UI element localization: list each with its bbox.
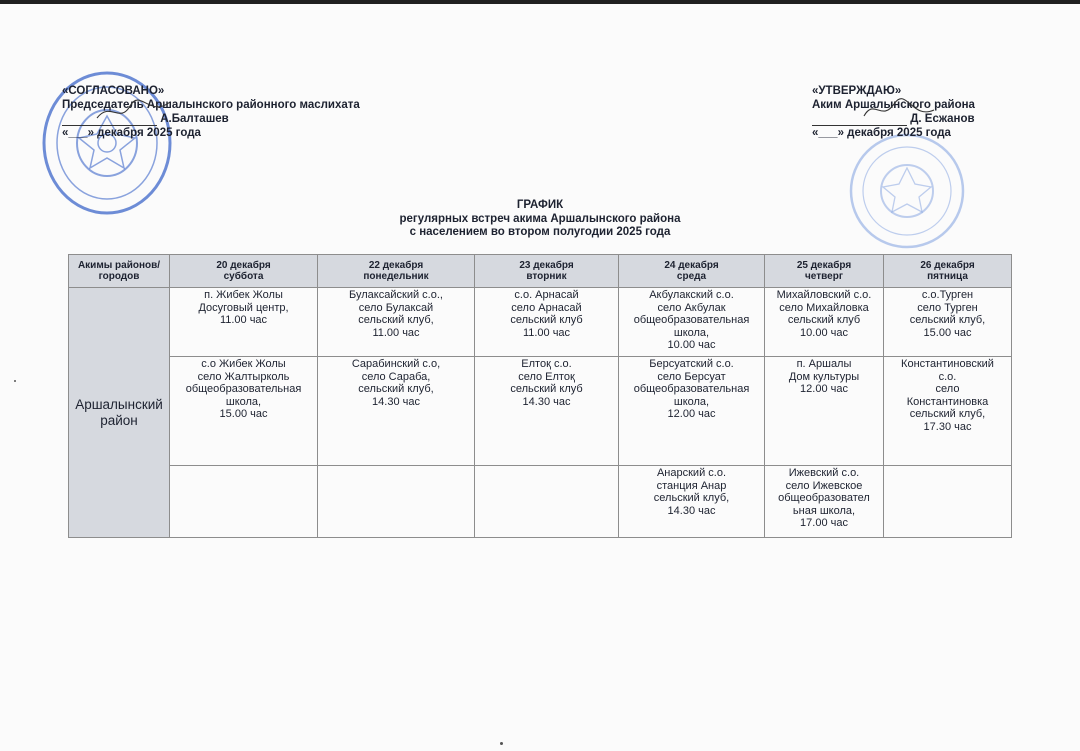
- table-row: [69, 466, 1012, 538]
- table-cell: Анарский с.о. станция Анар сельский клуб, 14.30 час: [619, 466, 765, 538]
- table-cell: Булаксайский с.о., село Булаксай сельский клуб, 11.00 час: [318, 288, 475, 357]
- left-position: Председатель Аршалынского районного маслихата: [62, 99, 360, 111]
- left-date: «___» декабря 2025 года: [62, 127, 201, 139]
- header-cell: Акимы районов/ городов: [69, 255, 170, 288]
- table-cell: Константиновский с.о. село Константиновка сельский клуб, 17.30 час: [884, 357, 1012, 466]
- left-signature: [95, 96, 175, 126]
- left-heading: «СОГЛАСОВАНО»: [62, 85, 165, 97]
- table-cell: Михайловский с.о. село Михайловка сельский клуб 10.00 час: [765, 288, 884, 357]
- right-signer-name: Д. Есжанов: [910, 113, 975, 125]
- table-cell: [884, 466, 1012, 538]
- table-cell: Елтоқ с.о. село Елтоқ сельский клуб 14.30 час: [475, 357, 619, 466]
- table-cell: с.о.Турген село Турген сельский клуб, 15.00 час: [884, 288, 1012, 357]
- right-signature: [860, 96, 940, 126]
- table-header-row: [69, 255, 1012, 288]
- table-cell: [475, 466, 619, 538]
- table-cell: с.о Жибек Жолы село Жалтырколь общеобразовательная школа, 15.00 час: [170, 357, 318, 466]
- paper-speck: [500, 742, 503, 745]
- table-cell: с.о. Арнасай село Арнасай сельский клуб 11.00 час: [475, 288, 619, 357]
- table-cell: [170, 466, 318, 538]
- schedule-table: [68, 254, 1012, 538]
- table-cell: [318, 466, 475, 538]
- district-cell: Аршалынский район: [69, 288, 170, 538]
- header-cell: 24 декабря среда: [619, 255, 765, 288]
- right-heading: «УТВЕРЖДАЮ»: [812, 85, 902, 97]
- header-cell: 23 декабря вторник: [475, 255, 619, 288]
- table-cell: п. Жибек Жолы Досуговый центр, 11.00 час: [170, 288, 318, 357]
- right-official-seal: [848, 130, 966, 252]
- title-line-3: с населением во втором полугодии 2025 года: [409, 226, 671, 238]
- table-cell: Ижевский с.о. село Ижевское общеобразовател ьная школа, 17.00 час: [765, 466, 884, 538]
- header-cell: 26 декабря пятница: [884, 255, 1012, 288]
- paper-speck: [14, 380, 16, 382]
- header-cell: 25 декабря четверг: [765, 255, 884, 288]
- left-signer-name: А.Балташев: [160, 113, 229, 125]
- table-cell: п. Аршалы Дом культуры 12.00 час: [765, 357, 884, 466]
- table-cell: Сарабинский с.о, село Сараба, сельский клуб, 14.30 час: [318, 357, 475, 466]
- right-date: «___» декабря 2025 года: [812, 127, 951, 139]
- table-cell: Берсуатский с.о. село Берсуат общеобразовательная школа, 12.00 час: [619, 357, 765, 466]
- table-row: [69, 288, 1012, 357]
- document-title: [300, 199, 780, 240]
- header-cell: 22 декабря понедельник: [318, 255, 475, 288]
- header-cell: 20 декабря суббота: [170, 255, 318, 288]
- title-line-1: ГРАФИК: [516, 199, 564, 211]
- right-position: Аким Аршалынского района: [812, 99, 975, 111]
- title-line-2: регулярных встреч акима Аршалынского района: [399, 212, 681, 225]
- top-edge-shadow: [0, 0, 1080, 4]
- table-cell: Акбулакский с.о. село Акбулак общеобразовательная школа, 10.00 час: [619, 288, 765, 357]
- table-row: [69, 357, 1012, 466]
